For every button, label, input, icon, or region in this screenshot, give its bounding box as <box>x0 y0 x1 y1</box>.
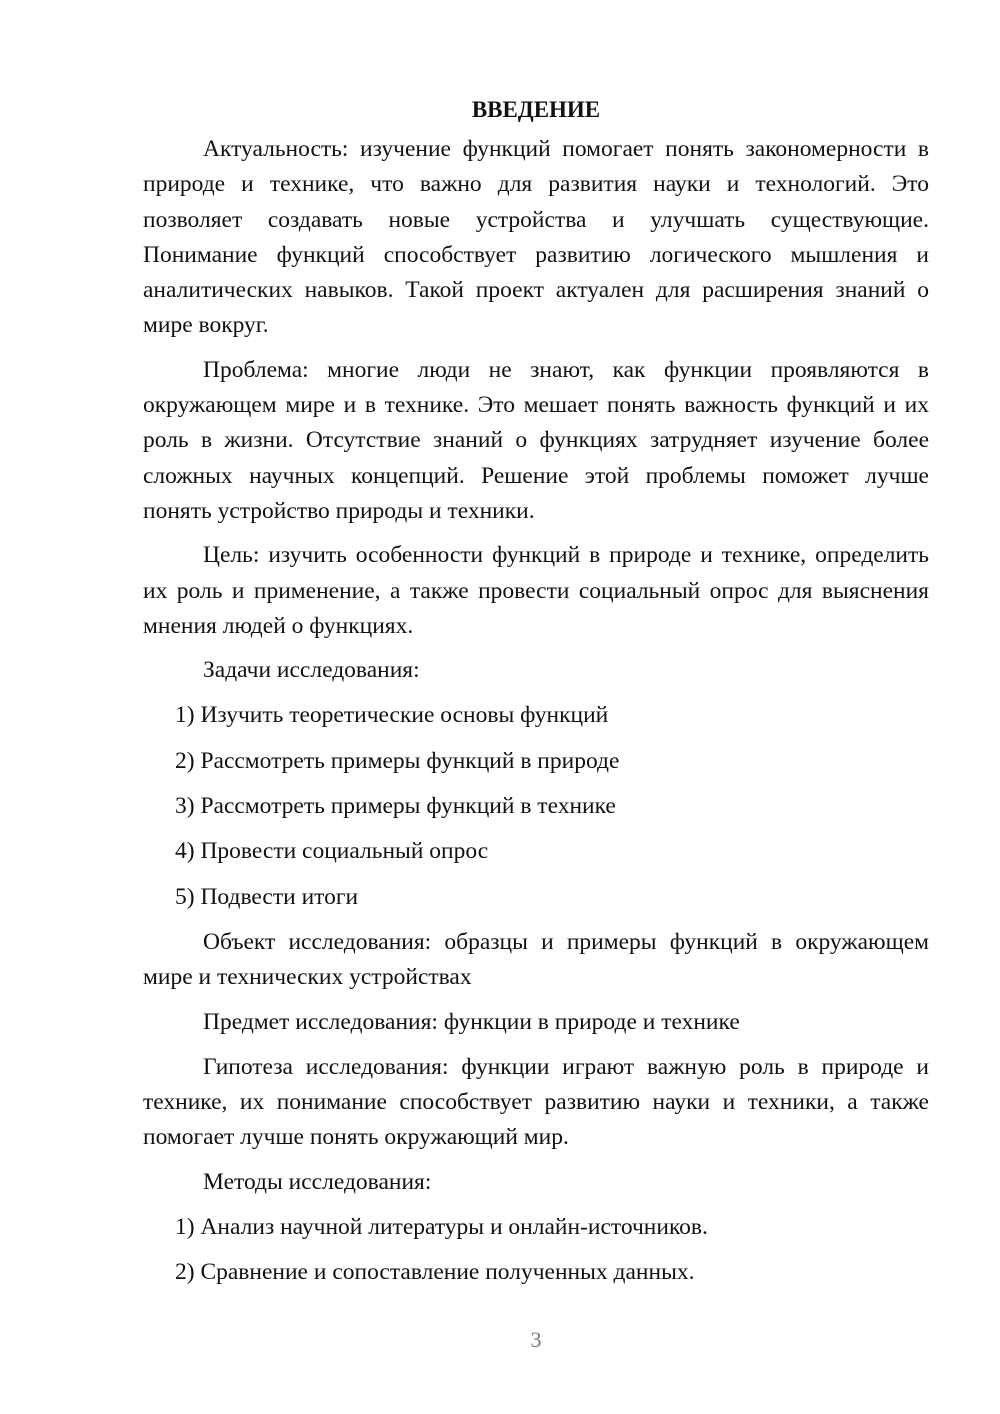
problem-paragraph: Проблема: многие люди не знают, как функции проявляются в окружающем мире и в технике. Это мешает понять важность функций и их роль в жизни. Отсутствие знаний о функциях затрудняет изучение более сложных научных концепций. Решение этой проблемы поможет лучше понять устройство природы и техники. <box>143 356 929 524</box>
page-number: 3 <box>530 1327 542 1352</box>
tasks-list <box>143 698 929 914</box>
page-title: ВВЕДЕНИЕ <box>471 97 601 122</box>
list-item: 2) Рассмотреть примеры функций в природе <box>175 747 620 774</box>
list-item: 5) Подвести итоги <box>175 883 359 910</box>
list-item: 4) Провести социальный опрос <box>175 838 489 865</box>
relevance-paragraph: Актуальность: изучение функций помогает понять закономерности в природе и технике, что важно для развития науки и технологий. Это позволяет создавать новые устройства и улучшать существующие. Понимание функций способствует развитию логического мышления и аналитических навыков. Такой проект актуален для расширения знаний о мире вокруг. <box>143 136 929 339</box>
list-item: 3) Рассмотреть примеры функций в технике <box>175 793 616 820</box>
list-item: 2) Сравнение и сопоставление полученных данных. <box>175 1259 695 1286</box>
goal-paragraph: Цель: изучить особенности функций в природе и технике, определить их роль и применение, а также провести социальный опрос для выяснения мнения людей о функциях. <box>143 542 929 639</box>
methods-heading: Методы исследования: <box>203 1168 432 1195</box>
tasks-heading: Задачи исследования: <box>203 657 420 684</box>
methods-list <box>143 1210 929 1291</box>
document-body <box>143 92 929 1301</box>
hypothesis-paragraph: Гипотеза исследования: функции играют важную роль в природе и технике, их понимание способствует развитию науки и техники, а также помогает лучше понять окружающий мир. <box>143 1053 929 1151</box>
subject-paragraph: Предмет исследования: функции в природе и технике <box>203 1008 740 1035</box>
object-paragraph: Объект исследования: образцы и примеры функций в окружающем мире и технических устройствах <box>143 928 929 991</box>
list-item: 1) Изучить теоретические основы функций <box>175 702 609 729</box>
list-item: 1) Анализ научной литературы и онлайн-источников. <box>175 1214 708 1241</box>
